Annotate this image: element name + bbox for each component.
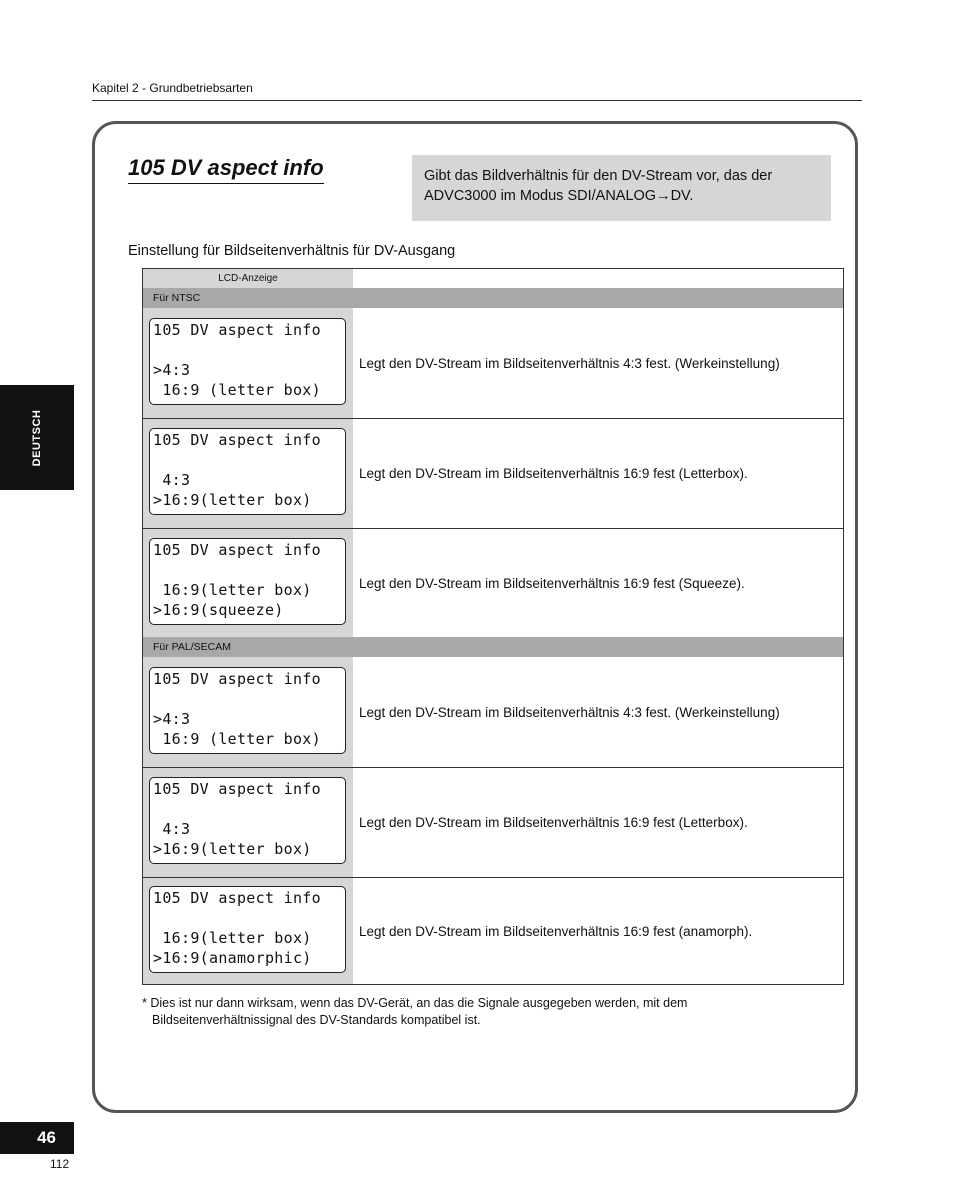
row-description: Legt den DV-Stream im Bildseitenverhältnis 16:9 fest (Letterbox).	[359, 814, 748, 830]
row-description: Legt den DV-Stream im Bildseitenverhältnis 16:9 fest (Letterbox).	[359, 465, 748, 481]
lcd-display	[149, 428, 346, 515]
table-row	[143, 528, 843, 638]
lcd-column-header: LCD-Anzeige	[218, 273, 278, 284]
lcd-line: 105 DV aspect info	[153, 431, 321, 449]
table-header-row	[143, 269, 843, 288]
lcd-display	[149, 318, 346, 405]
row-description: Legt den DV-Stream im Bildseitenverhältnis 16:9 fest (anamorph).	[359, 923, 753, 939]
settings-table	[142, 268, 844, 985]
lcd-line: 105 DV aspect info	[153, 321, 321, 339]
table-row	[143, 876, 843, 985]
lcd-line: >16:9(letter box)	[153, 491, 312, 509]
lcd-line: >16:9(squeeze)	[153, 601, 284, 619]
table-row	[143, 308, 843, 419]
lcd-line: 105 DV aspect info	[153, 541, 321, 559]
lcd-line: 16:9 (letter box)	[153, 730, 321, 748]
section-title: 105 DV aspect info	[128, 155, 324, 184]
lcd-line: 16:9 (letter box)	[153, 381, 321, 399]
lcd-line: 105 DV aspect info	[153, 780, 321, 798]
table-row	[143, 657, 843, 768]
lcd-line	[153, 908, 345, 928]
row-description: Legt den DV-Stream im Bildseitenverhältnis 4:3 fest. (Werkeinstellung)	[359, 355, 780, 371]
lcd-display	[149, 538, 346, 625]
lcd-line: 4:3	[153, 820, 191, 838]
lcd-line: 16:9(letter box)	[153, 581, 312, 599]
lcd-display	[149, 777, 346, 864]
lcd-line: >4:3	[153, 710, 191, 728]
lcd-line	[153, 689, 345, 709]
lcd-line: >16:9(letter box)	[153, 840, 312, 858]
footnote: * Dies ist nur dann wirksam, wenn das DV-Gerät, an das die Signale ausgegeben werden, mit dem Bildseitenverhältnissignal des DV-Standards kompatibel ist.	[142, 996, 688, 1027]
group-band-ntsc: Für NTSC	[143, 288, 843, 308]
chapter-page-tab: 46	[0, 1122, 74, 1154]
lcd-line: 16:9(letter box)	[153, 929, 312, 947]
table-subheading: Einstellung für Bildseitenverhältnis für DV-Ausgang	[128, 243, 456, 259]
lcd-line: 4:3	[153, 471, 191, 489]
lcd-line	[153, 450, 345, 470]
table-row	[143, 767, 843, 878]
lcd-display	[149, 886, 346, 973]
description-box: Gibt das Bildverhältnis für den DV-Stream vor, das der ADVC3000 im Modus SDI/ANALOG→DV.	[412, 155, 831, 221]
lcd-line: >4:3	[153, 361, 191, 379]
lcd-line	[153, 560, 345, 580]
header-divider	[92, 100, 862, 101]
language-tab-label: DEUTSCH	[31, 409, 43, 466]
chapter-header: Kapitel 2 - Grundbetriebsarten	[92, 81, 253, 95]
language-side-tab	[0, 385, 74, 490]
lcd-line: 105 DV aspect info	[153, 889, 321, 907]
row-description: Legt den DV-Stream im Bildseitenverhältnis 16:9 fest (Squeeze).	[359, 575, 745, 591]
lcd-line: 105 DV aspect info	[153, 670, 321, 688]
lcd-line	[153, 799, 345, 819]
lcd-display	[149, 667, 346, 754]
lcd-line	[153, 340, 345, 360]
page-number: 112	[50, 1157, 70, 1171]
group-band-pal-secam: Für PAL/SECAM	[143, 637, 843, 657]
lcd-line: >16:9(anamorphic)	[153, 949, 312, 967]
row-description: Legt den DV-Stream im Bildseitenverhältnis 4:3 fest. (Werkeinstellung)	[359, 704, 780, 720]
table-row	[143, 418, 843, 529]
